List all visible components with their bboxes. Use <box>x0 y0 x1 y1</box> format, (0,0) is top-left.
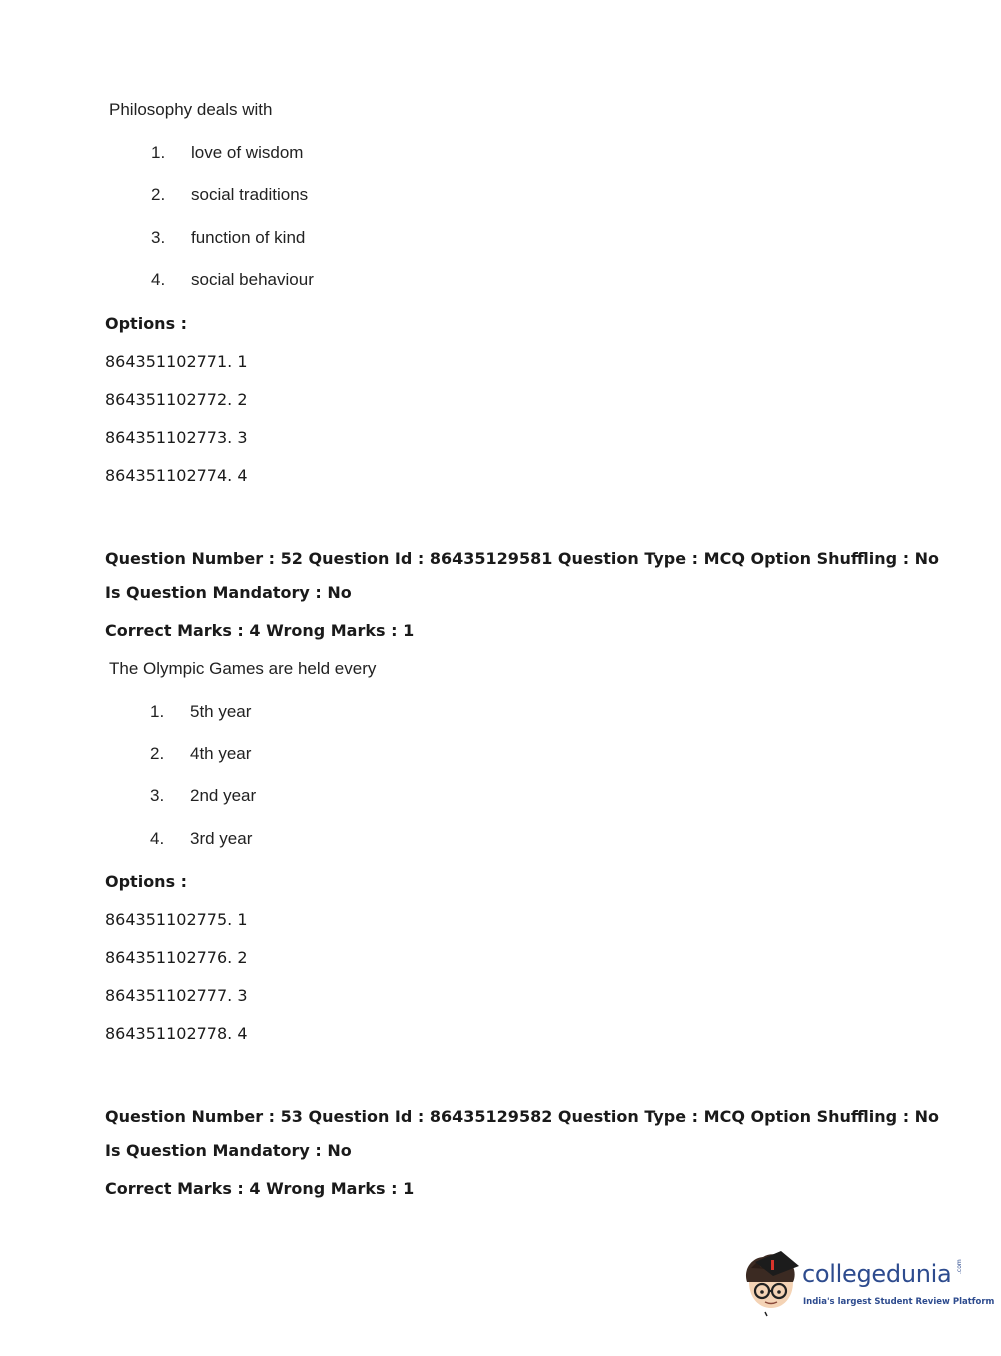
choice-number: 2. <box>150 744 165 763</box>
choice-text: love of wisdom <box>191 143 304 162</box>
logo-suffix: .com <box>956 1259 963 1274</box>
choice-text: 2nd year <box>190 786 257 805</box>
options-label: Options : <box>105 314 188 333</box>
option-id: 864351102775. 1 <box>105 910 248 929</box>
choice-text: function of kind <box>191 228 306 247</box>
choice-text: 5th year <box>190 702 252 721</box>
options-label: Options : <box>105 872 188 891</box>
choice-text: social traditions <box>191 185 309 204</box>
question-mandatory: Is Question Mandatory : No <box>105 583 352 602</box>
choice-number: 3. <box>150 786 165 805</box>
option-id: 864351102778. 4 <box>105 1024 248 1043</box>
choice-text: social behaviour <box>191 270 314 289</box>
choice-number: 4. <box>151 270 166 289</box>
logo-brand: collegedunia <box>802 1260 952 1288</box>
question-text: The Olympic Games are held every <box>109 659 377 678</box>
question-text: Philosophy deals with <box>109 100 273 119</box>
question-header: Question Number : 52 Question Id : 86435129581 Question Type : MCQ Option Shuffling : No <box>105 549 940 568</box>
choice-number: 2. <box>151 185 166 204</box>
option-id: 864351102773. 3 <box>105 428 248 447</box>
mascot-icon <box>741 1248 801 1318</box>
choice-number: 1. <box>151 143 166 162</box>
option-id: 864351102776. 2 <box>105 948 248 967</box>
logo-tagline: India's largest Student Review Platform <box>803 1297 995 1307</box>
question-mandatory: Is Question Mandatory : No <box>105 1141 352 1160</box>
question-header: Question Number : 53 Question Id : 86435129582 Question Type : MCQ Option Shuffling : No <box>105 1107 940 1126</box>
question-marks: Correct Marks : 4 Wrong Marks : 1 <box>105 621 415 640</box>
choice-text: 3rd year <box>190 829 253 848</box>
collegedunia-logo <box>741 1248 995 1318</box>
option-id: 864351102772. 2 <box>105 390 248 409</box>
option-id: 864351102774. 4 <box>105 466 248 485</box>
choice-text: 4th year <box>190 744 252 763</box>
question-marks: Correct Marks : 4 Wrong Marks : 1 <box>105 1179 415 1198</box>
choice-number: 1. <box>150 702 165 721</box>
choice-number: 4. <box>150 829 165 848</box>
option-id: 864351102771. 1 <box>105 352 248 371</box>
option-id: 864351102777. 3 <box>105 986 248 1005</box>
choice-number: 3. <box>151 228 166 247</box>
